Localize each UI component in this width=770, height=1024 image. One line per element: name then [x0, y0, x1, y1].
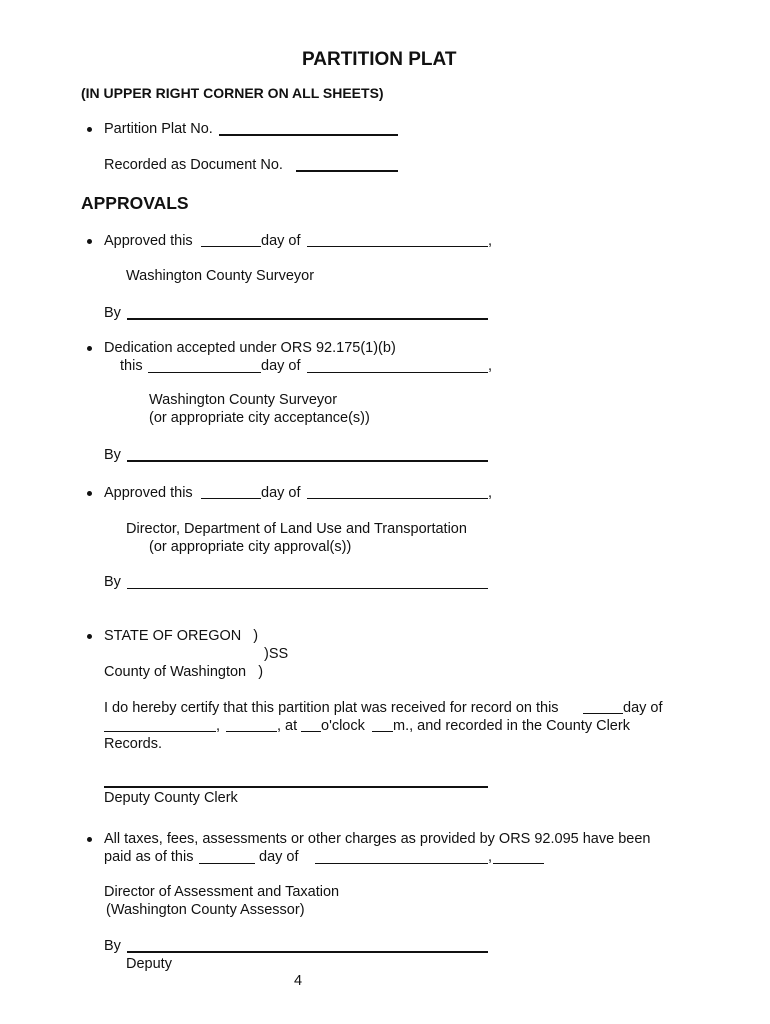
- paid-as-of-label: paid as of this: [104, 849, 194, 865]
- recorded-document-field[interactable]: [296, 170, 398, 172]
- surveyor-title: Washington County Surveyor: [149, 392, 338, 408]
- day-of-label: day of: [261, 485, 301, 501]
- taxes-month-field[interactable]: [315, 863, 488, 864]
- approved-this-label: Approved this: [104, 485, 193, 501]
- comma: ,: [488, 358, 493, 374]
- taxes-year-field[interactable]: [493, 863, 544, 864]
- day-of-label: day of: [261, 233, 301, 249]
- certification-year-field[interactable]: [226, 731, 277, 732]
- deputy-clerk-title: Deputy County Clerk: [104, 790, 238, 806]
- director-title: Director, Department of Land Use and Transportation: [126, 521, 467, 537]
- approval1-day-field[interactable]: [201, 246, 261, 247]
- certification-month-field[interactable]: [104, 731, 216, 732]
- bullet: [87, 127, 92, 132]
- ss-line: )SS: [264, 646, 289, 662]
- deputy-label: Deputy: [126, 956, 172, 972]
- assessor-title: Director of Assessment and Taxation: [104, 884, 340, 900]
- bullet: [87, 491, 92, 496]
- recorded-document-label: Recorded as Document No.: [104, 157, 283, 173]
- certification-day-field[interactable]: [583, 713, 623, 714]
- dedication-month-field[interactable]: [307, 372, 488, 373]
- director-signature-line[interactable]: [127, 588, 488, 589]
- approval1-month-field[interactable]: [307, 246, 488, 247]
- dedication-text: Dedication accepted under ORS 92.175(1)(b): [104, 340, 396, 356]
- dedication-day-field[interactable]: [148, 372, 261, 373]
- day-of-label: day of: [261, 358, 301, 374]
- day-of-label: day of: [259, 849, 299, 865]
- bullet: [87, 837, 92, 842]
- comma: ,: [488, 485, 493, 501]
- bullet: [87, 239, 92, 244]
- county-line: County of Washington ): [104, 664, 264, 680]
- day-of-label: day of: [623, 700, 663, 716]
- this-label: this: [120, 358, 143, 374]
- page-title: PARTITION PLAT: [302, 49, 457, 70]
- oclock-label: o'clock: [321, 718, 365, 734]
- by-label: By: [104, 574, 121, 590]
- surveyor-note: (or appropriate city acceptance(s)): [149, 410, 370, 426]
- bullet: [87, 346, 92, 351]
- approval2-month-field[interactable]: [307, 498, 488, 499]
- approvals-heading: APPROVALS: [81, 193, 189, 213]
- by-label: By: [104, 305, 121, 321]
- comma: ,: [216, 718, 221, 734]
- plat-number-label: Partition Plat No.: [104, 121, 213, 137]
- assessor-signature-line[interactable]: [127, 951, 488, 953]
- clerk-signature-line[interactable]: [104, 786, 488, 788]
- records-label: Records.: [104, 736, 163, 752]
- dedication-signature-line[interactable]: [127, 460, 488, 462]
- recorded-label: m., and recorded in the County Clerk: [393, 718, 630, 734]
- director-note: (or appropriate city approval(s)): [149, 539, 352, 555]
- at-label: , at: [277, 718, 298, 734]
- approval2-day-field[interactable]: [201, 498, 261, 499]
- certification-ampm-field[interactable]: [372, 731, 393, 732]
- surveyor-signature-line[interactable]: [127, 318, 488, 320]
- approved-this-label: Approved this: [104, 233, 193, 249]
- comma: ,: [488, 233, 493, 249]
- taxes-day-field[interactable]: [199, 863, 255, 864]
- page-subtitle: (IN UPPER RIGHT CORNER ON ALL SHEETS): [81, 85, 384, 101]
- comma: ,: [488, 849, 493, 865]
- surveyor-title: Washington County Surveyor: [126, 268, 315, 284]
- certification-hour-field[interactable]: [301, 731, 321, 732]
- plat-number-field[interactable]: [219, 134, 398, 136]
- taxes-text: All taxes, fees, assessments or other charges as provided by ORS 92.095 have been: [104, 831, 651, 847]
- by-label: By: [104, 938, 121, 954]
- bullet: [87, 634, 92, 639]
- by-label: By: [104, 447, 121, 463]
- certification-text: I do hereby certify that this partition plat was received for record on this: [104, 700, 559, 716]
- page-number: 4: [294, 973, 303, 989]
- assessor-note: (Washington County Assessor): [106, 902, 305, 918]
- state-line: STATE OF OREGON ): [104, 628, 259, 644]
